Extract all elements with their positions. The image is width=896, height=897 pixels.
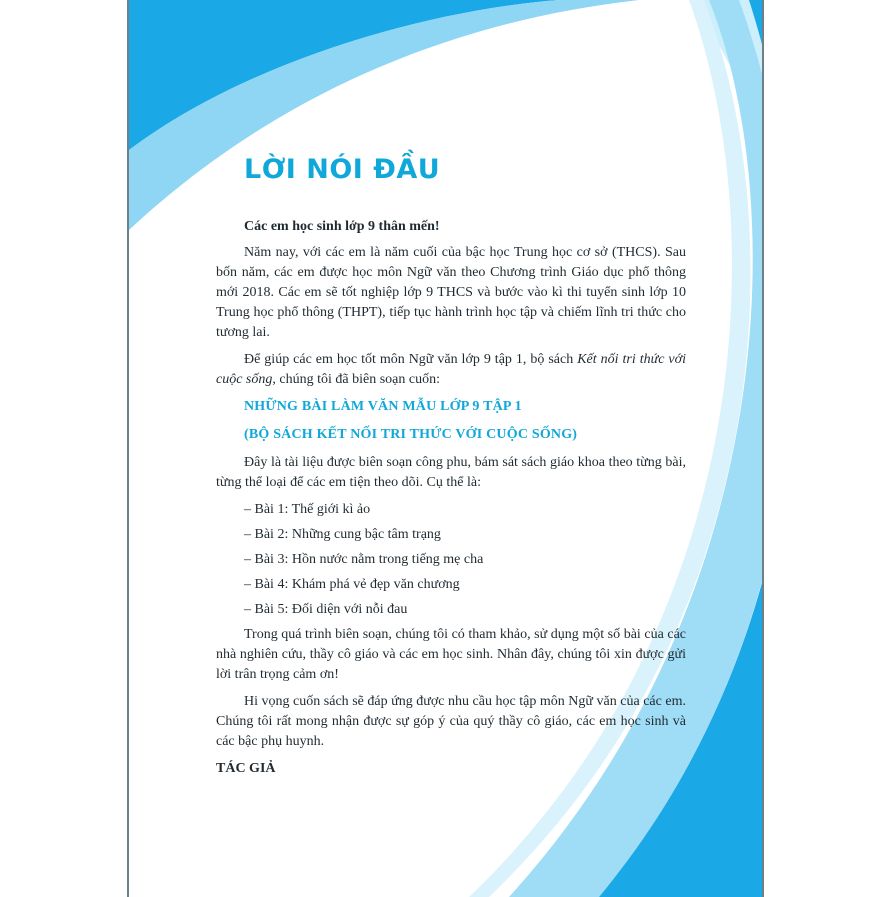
lesson-item-5: – Bài 5: Đối diện với nỗi đau [244,602,408,617]
body-text [216,217,686,786]
book-title-line-1: NHỮNG BÀI LÀM VĂN MẪU LỚP 9 TẬP 1 [244,399,522,414]
paragraph-1: Năm nay, với các em là năm cuối của bậc học Trung học cơ sở (THCS). Sau bốn năm, các em được học môn Ngữ văn theo Chương trình Giáo dục phổ thông mới 2018. Các em sẽ tốt nghiệp lớp 9 THCS và bước vào kì thi tuyển sinh lớp 10 Trung học phổ thông (THPT), tiếp tục hành trình học tập và chiếm lĩnh tri thức cho tương lai. [216,245,686,340]
paragraph-2-start: Để giúp các em học tốt môn Ngữ văn lớp 9 tập 1, bộ sách [244,352,578,367]
paragraph-2 [216,350,686,390]
paragraph-3: Đây là tài liệu được biên soạn công phu, bám sát sách giáo khoa theo từng bài, từng thể loại để các em tiện theo dõi. Cụ thể là: [216,455,686,490]
book-title-line-2: (BỘ SÁCH KẾT NỐI TRI THỨC VỚI CUỘC SỐNG) [244,427,578,442]
author-signature: TÁC GIẢ [216,761,276,776]
paragraph-2-italic: Kết nối tri thức với cuộc sống [216,352,687,387]
lesson-item-1: – Bài 1: Thế giới kì ảo [244,502,371,517]
book-page [127,0,764,897]
lesson-item-3: – Bài 3: Hồn nước nằm trong tiếng mẹ cha [244,552,484,567]
lesson-list [216,500,686,620]
page-title: LỜI NÓI ĐẦU [244,154,441,185]
lesson-item-2: – Bài 2: Những cung bậc tâm trạng [244,527,441,542]
paragraph-2-end: , chúng tôi đã biên soạn cuốn: [272,372,440,387]
greeting: Các em học sinh lớp 9 thân mến! [244,219,440,234]
paragraph-4: Trong quá trình biên soạn, chúng tôi có tham khảo, sử dụng một số bài của các nhà nghiên cứu, thầy cô giáo và các em học sinh. Nhân đây, chúng tôi xin được gửi lời trân trọng cảm ơn! [216,627,686,682]
lesson-item-4: – Bài 4: Khám phá vẻ đẹp văn chương [244,577,460,592]
paragraph-5: Hi vọng cuốn sách sẽ đáp ứng được nhu cầu học tập môn Ngữ văn của các em. Chúng tôi rất mong nhận được sự góp ý của quý thầy cô giáo, các em học sinh và các bậc phụ huynh. [216,694,686,749]
